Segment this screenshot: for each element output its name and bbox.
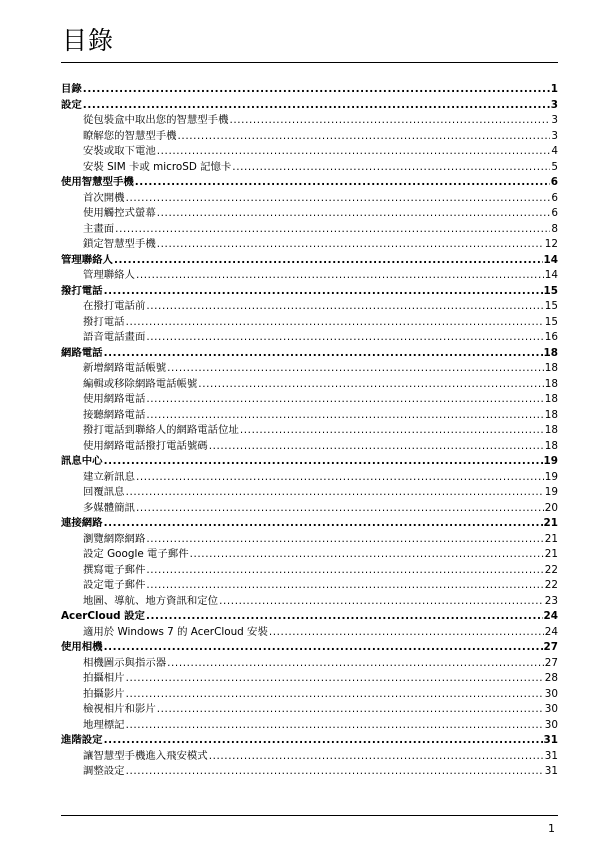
toc-section-entry[interactable]	[61, 315, 558, 331]
toc-entry-page: 31	[544, 765, 558, 777]
toc-dot-leader	[146, 609, 543, 625]
toc-entry-label: 語音電話畫面	[83, 331, 146, 343]
toc-entry-label: 地理標記	[83, 718, 125, 731]
toc-entry-page: 6	[551, 207, 558, 219]
toc-entry-page: 28	[544, 672, 558, 684]
toc-entry-label: 拍攝影片	[83, 687, 125, 700]
toc-entry-page: 1	[550, 83, 558, 95]
toc-section-entry[interactable]	[61, 222, 558, 238]
toc-entry-label: 主畫面	[83, 222, 115, 235]
toc-dot-leader	[104, 733, 543, 749]
toc-entry-page: 21	[543, 517, 558, 529]
toc-section-entry[interactable]	[61, 532, 558, 548]
toc-dot-leader	[126, 315, 544, 331]
toc-entry-label: 管理聯絡人	[83, 269, 135, 281]
toc-entry-page: 27	[544, 656, 558, 669]
toc-entry-page: 15	[544, 300, 558, 312]
toc-entry-page: 16	[544, 331, 558, 343]
toc-entry-label: 鎖定智慧型手機	[83, 238, 156, 250]
toc-entry-label: 撥打電話	[83, 315, 125, 328]
title-rule	[61, 62, 558, 63]
toc-dot-leader	[240, 423, 544, 439]
toc-entry-page: 18	[544, 424, 558, 436]
toc-dot-leader	[178, 129, 551, 145]
toc-dot-leader	[126, 764, 544, 780]
toc-section-entry[interactable]	[61, 361, 558, 377]
page-number: 1	[548, 822, 555, 835]
toc-dot-leader	[198, 377, 543, 393]
toc-section-entry[interactable]	[61, 578, 558, 594]
toc-section-entry[interactable]	[61, 268, 558, 284]
toc-dot-leader	[167, 361, 544, 377]
toc-entry-page: 3	[551, 129, 558, 142]
toc-entry-page: 15	[544, 315, 558, 328]
toc-dot-leader	[126, 485, 544, 501]
toc-section-entry[interactable]	[61, 129, 558, 145]
toc-chapter-entry[interactable]	[61, 284, 558, 300]
toc-entry-label: 拍攝相片	[83, 672, 125, 684]
toc-section-entry[interactable]	[61, 144, 558, 160]
toc-entry-label: 使用觸控式螢幕	[83, 207, 156, 219]
toc-dot-leader	[146, 532, 543, 548]
toc-entry-page: 12	[544, 238, 558, 250]
toc-section-entry[interactable]	[61, 501, 558, 517]
toc-entry-page: 23	[544, 594, 558, 607]
toc-dot-leader	[269, 625, 544, 641]
toc-entry-page: 6	[551, 191, 558, 204]
toc-entry-label: 瞭解您的智慧型手機	[83, 129, 177, 142]
toc-entry-page: 15	[543, 284, 558, 297]
toc-entry-page: 18	[544, 393, 558, 405]
toc-entry-page: 21	[544, 532, 558, 545]
toc-section-entry[interactable]	[61, 563, 558, 579]
toc-entry-label: 設定電子郵件	[83, 579, 146, 591]
toc-dot-leader	[146, 392, 543, 408]
toc-entry-page: 22	[544, 579, 558, 591]
toc-dot-leader	[157, 206, 551, 222]
toc-entry-page: 30	[544, 718, 558, 731]
toc-section-entry[interactable]	[61, 206, 558, 222]
toc-entry-label: 設定 Google 電子郵件	[83, 548, 189, 560]
toc-dot-leader	[157, 702, 544, 718]
toc-dot-leader	[104, 454, 543, 470]
toc-entry-label: 網路電話	[61, 346, 103, 359]
toc-section-entry[interactable]	[61, 656, 558, 672]
toc-entry-label: 設定	[61, 98, 82, 111]
toc-entry-label: AcerCloud 設定	[61, 610, 145, 622]
toc-dot-leader	[157, 144, 551, 160]
toc-dot-leader	[136, 470, 544, 486]
toc-dot-leader	[167, 656, 544, 672]
toc-section-entry[interactable]	[61, 299, 558, 315]
toc-entry-page: 22	[544, 563, 558, 576]
toc-dot-leader	[126, 671, 544, 687]
toc-entry-label: 相機圖示與指示器	[83, 656, 167, 669]
toc-dot-leader	[146, 578, 543, 594]
toc-dot-leader	[146, 563, 543, 579]
toc-entry-page: 6	[550, 176, 558, 188]
toc-entry-page: 18	[544, 362, 558, 374]
toc-dot-leader	[126, 191, 551, 207]
toc-entry-label: 管理聯絡人	[61, 253, 113, 266]
toc-entry-label: 多媒體簡訊	[83, 501, 135, 514]
toc-section-entry[interactable]	[61, 687, 558, 703]
toc-entry-label: 檢視相片和影片	[83, 703, 156, 715]
toc-section-entry[interactable]	[61, 160, 558, 176]
toc-dot-leader	[157, 237, 544, 253]
toc-dot-leader	[104, 284, 543, 300]
toc-entry-page: 30	[544, 687, 558, 700]
toc-dot-leader	[83, 82, 550, 98]
toc-dot-leader	[146, 299, 543, 315]
toc-entry-page: 14	[543, 253, 558, 266]
toc-dot-leader	[219, 594, 544, 610]
toc-entry-page: 24	[544, 625, 558, 638]
toc-entry-page: 18	[544, 408, 558, 421]
toc-section-entry[interactable]	[61, 702, 558, 718]
toc-entry-label: 使用智慧型手機	[61, 176, 134, 188]
toc-dot-leader	[104, 346, 543, 362]
page-title: 目錄	[62, 26, 115, 55]
toc-chapter-entry[interactable]	[61, 82, 558, 98]
toc-section-entry[interactable]	[61, 625, 558, 641]
toc-entry-label: 首次開機	[83, 191, 125, 204]
toc-entry-page: 18	[544, 439, 558, 452]
toc-entry-label: 進階設定	[61, 734, 103, 746]
toc-entry-label: 撰寫電子郵件	[83, 563, 146, 576]
toc-dot-leader	[135, 175, 550, 191]
toc-entry-label: 讓智慧型手機進入飛安模式	[83, 749, 208, 762]
toc-entry-label: 建立新訊息	[83, 470, 135, 483]
toc-dot-leader	[114, 253, 543, 269]
toc-section-entry[interactable]	[61, 764, 558, 780]
toc-dot-leader	[229, 113, 550, 129]
toc-section-entry[interactable]	[61, 594, 558, 610]
toc-dot-leader	[190, 547, 544, 563]
toc-entry-label: 連接網路	[61, 517, 103, 529]
toc-entry-page: 27	[543, 641, 558, 653]
toc-entry-page: 19	[544, 470, 558, 483]
toc-chapter-entry[interactable]	[61, 454, 558, 470]
toc-entry-page: 5	[551, 160, 558, 173]
toc-dot-leader	[232, 160, 550, 176]
toc-dot-leader	[115, 222, 550, 238]
toc-chapter-entry[interactable]	[61, 175, 558, 191]
toc-entry-label: 使用網路電話撥打電話號碼	[83, 439, 208, 452]
toc-chapter-entry[interactable]	[61, 733, 558, 749]
toc-section-entry[interactable]	[61, 718, 558, 734]
toc-entry-page: 31	[543, 734, 558, 746]
toc-section-entry[interactable]	[61, 377, 558, 393]
toc-entry-page: 14	[544, 269, 558, 281]
toc-entry-label: 撥打電話	[61, 284, 103, 297]
toc-section-entry[interactable]	[61, 330, 558, 346]
toc-entry-page: 3	[551, 114, 558, 126]
toc-section-entry[interactable]	[61, 392, 558, 408]
toc-section-entry[interactable]	[61, 237, 558, 253]
toc-entry-page: 8	[551, 222, 558, 235]
toc-dot-leader	[209, 749, 544, 765]
toc-entry-page: 20	[544, 501, 558, 514]
toc-dot-leader	[136, 501, 544, 517]
toc-section-entry[interactable]	[61, 423, 558, 439]
toc-entry-page: 31	[544, 749, 558, 762]
toc-chapter-entry[interactable]	[61, 98, 558, 114]
toc-entry-page: 19	[543, 455, 558, 467]
toc-dot-leader	[146, 408, 543, 424]
toc-entry-page: 24	[543, 610, 558, 622]
toc-dot-leader	[209, 439, 544, 455]
toc-dot-leader	[104, 516, 543, 532]
toc-entry-label: 目錄	[61, 83, 82, 95]
toc-section-entry[interactable]	[61, 113, 558, 129]
toc-entry-page: 18	[544, 377, 558, 390]
toc-entry-label: 從包裝盒中取出您的智慧型手機	[83, 114, 229, 126]
toc-section-entry[interactable]	[61, 749, 558, 765]
toc-entry-label: 編輯或移除網路電話帳號	[83, 377, 198, 390]
toc-entry-label: 使用網路電話	[83, 393, 146, 405]
toc-section-entry[interactable]	[61, 470, 558, 486]
toc-entry-label: 撥打電話到聯絡人的網路電話位址	[83, 424, 239, 436]
toc-dot-leader	[146, 330, 543, 346]
toc-entry-label: 安裝 SIM 卡或 microSD 記憶卡	[83, 160, 232, 173]
toc-dot-leader	[126, 718, 544, 734]
toc-entry-label: 安裝或取下電池	[83, 145, 156, 157]
toc-entry-label: 回覆訊息	[83, 486, 125, 498]
table-of-contents	[61, 82, 558, 780]
toc-section-entry[interactable]	[61, 547, 558, 563]
toc-section-entry[interactable]	[61, 671, 558, 687]
toc-entry-label: 地圖、導航、地方資訊和定位	[83, 594, 219, 607]
toc-entry-label: 在撥打電話前	[83, 300, 146, 312]
toc-chapter-entry[interactable]	[61, 609, 558, 625]
toc-entry-page: 19	[544, 486, 558, 498]
toc-section-entry[interactable]	[61, 439, 558, 455]
toc-dot-leader	[104, 640, 543, 656]
toc-chapter-entry[interactable]	[61, 516, 558, 532]
toc-dot-leader	[136, 268, 544, 284]
toc-entry-page: 4	[551, 145, 558, 157]
toc-chapter-entry[interactable]	[61, 640, 558, 656]
toc-entry-label: 瀏覽網際網路	[83, 532, 146, 545]
toc-chapter-entry[interactable]	[61, 346, 558, 362]
toc-entry-label: 使用相機	[61, 641, 103, 653]
toc-section-entry[interactable]	[61, 191, 558, 207]
footer-rule	[61, 815, 558, 816]
toc-entry-label: 調整設定	[83, 765, 125, 777]
toc-entry-page: 21	[544, 548, 558, 560]
toc-entry-label: 新增網路電話帳號	[83, 362, 167, 374]
toc-section-entry[interactable]	[61, 485, 558, 501]
toc-entry-label: 訊息中心	[61, 455, 103, 467]
toc-entry-page: 3	[550, 98, 558, 111]
toc-entry-label: 適用於 Windows 7 的 AcerCloud 安裝	[83, 625, 268, 638]
toc-entry-label: 接聽網路電話	[83, 408, 146, 421]
toc-entry-page: 18	[543, 346, 558, 359]
toc-dot-leader	[83, 98, 550, 114]
toc-chapter-entry[interactable]	[61, 253, 558, 269]
toc-section-entry[interactable]	[61, 408, 558, 424]
toc-entry-page: 30	[544, 703, 558, 715]
toc-dot-leader	[126, 687, 544, 703]
